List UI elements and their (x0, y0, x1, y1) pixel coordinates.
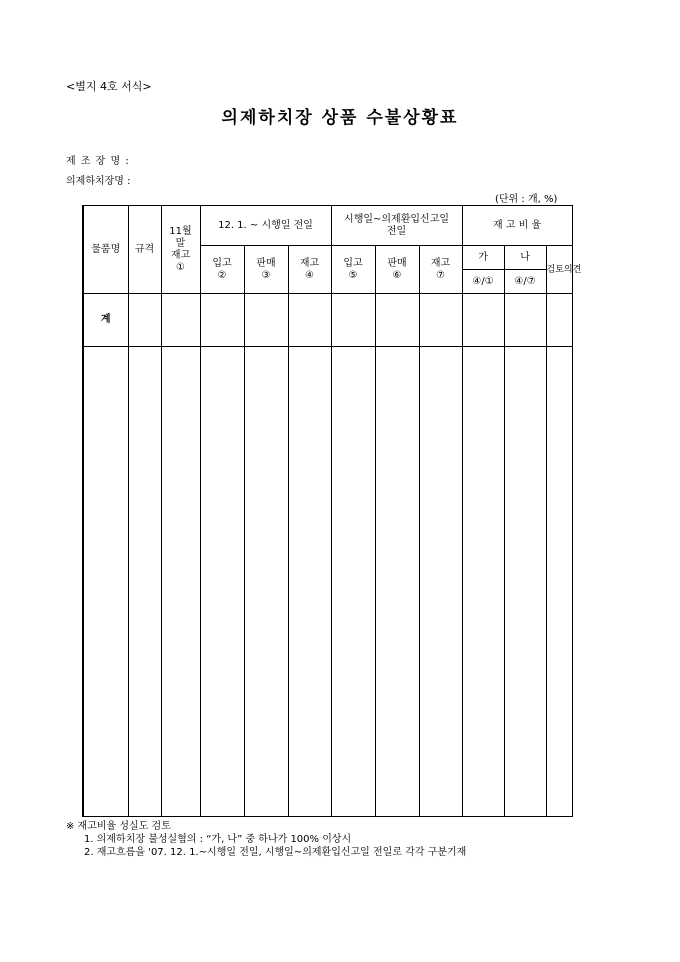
document-title: 의제하치장 상품 수불상황표 (221, 108, 459, 128)
p2-in-label: 입고 (343, 257, 363, 269)
note-item-2: 2. 재고흐름을 '07. 12. 1.~시행일 전일, 시행일~의제환입신고일 전일로 각각 구분기재 (84, 847, 467, 858)
body-cell (83, 347, 128, 817)
unit-label: (단위 : 개, %) (495, 194, 558, 205)
header-item-name: 물품명 (83, 206, 128, 294)
body-cell (288, 347, 331, 817)
body-cell (128, 347, 161, 817)
header-period1: 12. 1. ~ 시행일 전일 (200, 206, 331, 246)
header-p1-sale (244, 246, 288, 294)
header-ratio-na-formula: ④/⑦ (504, 270, 546, 294)
p2-sale-number: ⑥ (392, 269, 402, 281)
header-spec: 규격 (128, 206, 161, 294)
header-nov-stock (161, 206, 200, 294)
p1-in-label: 입고 (212, 257, 232, 269)
header-p2-stock (419, 246, 462, 294)
p1-in-number: ② (217, 269, 227, 281)
header-p1-stock (288, 246, 331, 294)
header-p2-in (331, 246, 375, 294)
header-stock-ratio: 재 고 비 율 (462, 206, 572, 246)
body-cell (375, 347, 419, 817)
period2-line1: 시행일~의제환입신고일 (344, 213, 450, 225)
nov-stock-line4: ① (176, 261, 185, 273)
header-period2 (331, 206, 462, 246)
p2-in-number: ⑤ (348, 269, 358, 281)
period2-line2: 전일 (386, 225, 407, 237)
header-review-opinion: 검토의견 (546, 246, 572, 294)
total-cell (244, 294, 288, 347)
total-cell (504, 294, 546, 347)
total-cell (375, 294, 419, 347)
header-p2-sale (375, 246, 419, 294)
total-cell (288, 294, 331, 347)
body-cell (419, 347, 462, 817)
p2-sale-label: 판매 (387, 257, 407, 269)
body-cell (161, 347, 200, 817)
p1-stock-number: ④ (305, 269, 314, 281)
nov-stock-line1: 11월 (169, 225, 192, 237)
ledger-table (82, 205, 582, 817)
body-cell (546, 347, 572, 817)
note-item-1: 1. 의제하치장 불성실혐의 : “가, 나” 중 하나가 100% 이상시 (84, 834, 352, 845)
total-cell (200, 294, 244, 347)
total-cell (128, 294, 161, 347)
body-cell (200, 347, 244, 817)
total-cell (419, 294, 462, 347)
trader-field-label: 의제하치장명 : (66, 176, 131, 187)
nov-stock-line3: 재고 (170, 249, 191, 261)
total-cell (331, 294, 375, 347)
body-cell (331, 347, 375, 817)
manufacturer-field-label: 제 조 장 명 : (66, 156, 130, 167)
form-number: <별지 4호 서식> (66, 80, 152, 93)
p1-sale-label: 판매 (256, 257, 276, 269)
p1-sale-number: ③ (261, 269, 271, 281)
notes-heading: ※ 재고비율 성실도 검토 (66, 821, 171, 832)
total-cell (546, 294, 572, 347)
header-p1-in (200, 246, 244, 294)
p2-stock-number: ⑦ (436, 269, 446, 281)
p1-stock-label: 재고 (299, 257, 320, 269)
header-ratio-ga-formula: ④/① (462, 270, 504, 294)
header-ratio-ga: 가 (462, 246, 504, 270)
header-ratio-na: 나 (504, 246, 546, 270)
total-cell (462, 294, 504, 347)
p2-stock-label: 재고 (430, 257, 451, 269)
nov-stock-line2: 말 (175, 237, 186, 249)
body-cell (244, 347, 288, 817)
total-cell (161, 294, 200, 347)
total-row-label: 계 (83, 294, 128, 347)
notes (66, 820, 466, 859)
body-cell (504, 347, 546, 817)
body-cell (462, 347, 504, 817)
